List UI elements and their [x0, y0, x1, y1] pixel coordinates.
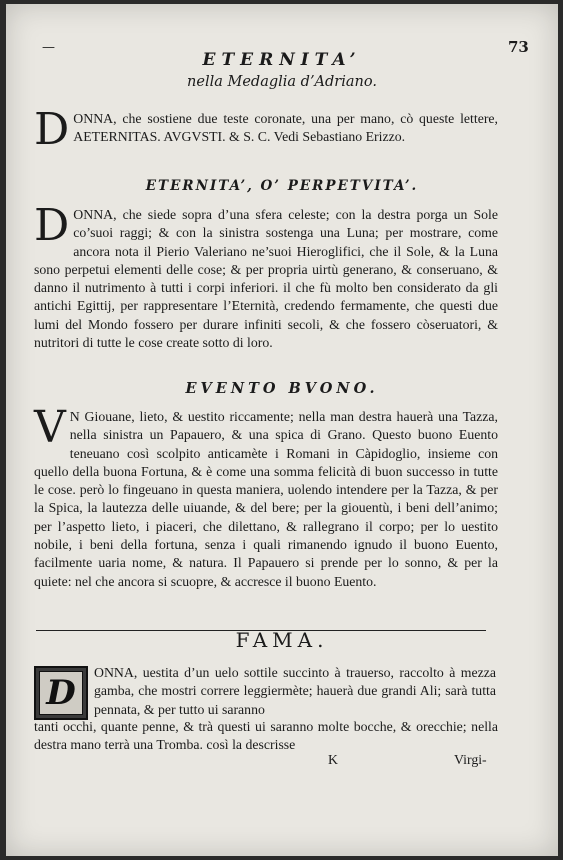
paragraph-text: ONNA, che siede sopra d’una sfera celeste; con la destra porga un Sole co’suoi raggi; & con la sinistra sostenga una Luna; per mostrare, come ancora nota il Pierio Valeriano ne’suoi Hieroglifici, che il Sole, & la Luna sono perpetui elementi delle cose; & per propria uirtù generano, & conseruano, & danno il nutrimento à tutti i corpi inferiori. il che fù molto ben considerato da gli antichi Egittij, per rappresentare l’Eternità, credendo fermamente, che questi due lumi del Mondo fossero per durare infiniti secoli, & che fossero còseruatori, & nutritori di tutte le cose create sotto di loro.: [34, 207, 498, 351]
book-page: [6, 4, 558, 856]
section-title-perpetuita: ETERNITA’, O’ PERPETVITA’.: [145, 178, 419, 194]
paragraph-perpetuita: [34, 200, 498, 352]
paragraph-fama-first: ONNA, uestita d’un uelo sottile succinto à trauerso, raccolto à mezza gamba, che mostri correre leggiermète; hauerà due grandi Ali; sarà tutta pennata, & per tutto ui saranno: [94, 665, 496, 717]
dropcap-letter: D: [34, 200, 70, 251]
section-title-evento: EVENTO BVONO.: [185, 380, 379, 397]
section-subtitle: nella Medaglia d’Adriano.: [187, 74, 377, 90]
section-title-eternita: ETERNITA’: [202, 50, 362, 70]
catchword: Virgi-: [454, 752, 487, 767]
page-number: 73: [508, 38, 529, 56]
paragraph-eternita: [34, 104, 498, 155]
paragraph-evento: [34, 402, 498, 591]
signature-letter: K: [328, 752, 338, 767]
dropcap-letter: V: [34, 402, 66, 453]
paragraph-text: ONNA, che sostiene due teste coronate, una per mano, cò queste lettere, AETERNITAS. AVGVSTI. & S. C. Vedi Sebastiano Erizzo.: [73, 111, 498, 145]
paragraph-fama-rest: tanti occhi, quante penne, & trà questi ui saranno molte bocche, & orecchie; nella destra mano terrà una Tromba. così la descrisse: [34, 719, 498, 753]
ornamental-initial: [34, 666, 88, 720]
dropcap-letter: D: [34, 104, 70, 155]
section-title-fama: FAMA.: [235, 628, 329, 652]
paragraph-text: N Giouane, lieto, & uestito riccamente; nella man destra hauerà una Tazza, nella sinistra un Papauero, & una spica di Grano. Questo buono Euento teneuano così scolpito anticamète i Romani in Càpidoglio, insieme con quello della buona Fortuna, & è come una somma felicità di buon successo in tutte le cose. però lo fingeuano in questa maniera, uolendo intendere per la Tazza, & per la Spica, la lautezza delle uiuande, & del bere; per la giouentù, i beni dell’animo; per l’aspetto lieto, i piaceri, che dilettano, & rallegrano il corpo; per lo uestito nobile, i beni della fortuna, senza i quali rimanendo ignudo il buono Euento, facilmente uaria nome, & natura. Il Papauero si prende per lo sonno, & per la quiete: nel che ancora si scuopre, & accresce il buono Euento.: [34, 409, 498, 589]
ornamental-letter: D: [39, 671, 83, 715]
signature-mark: —: [42, 40, 56, 55]
